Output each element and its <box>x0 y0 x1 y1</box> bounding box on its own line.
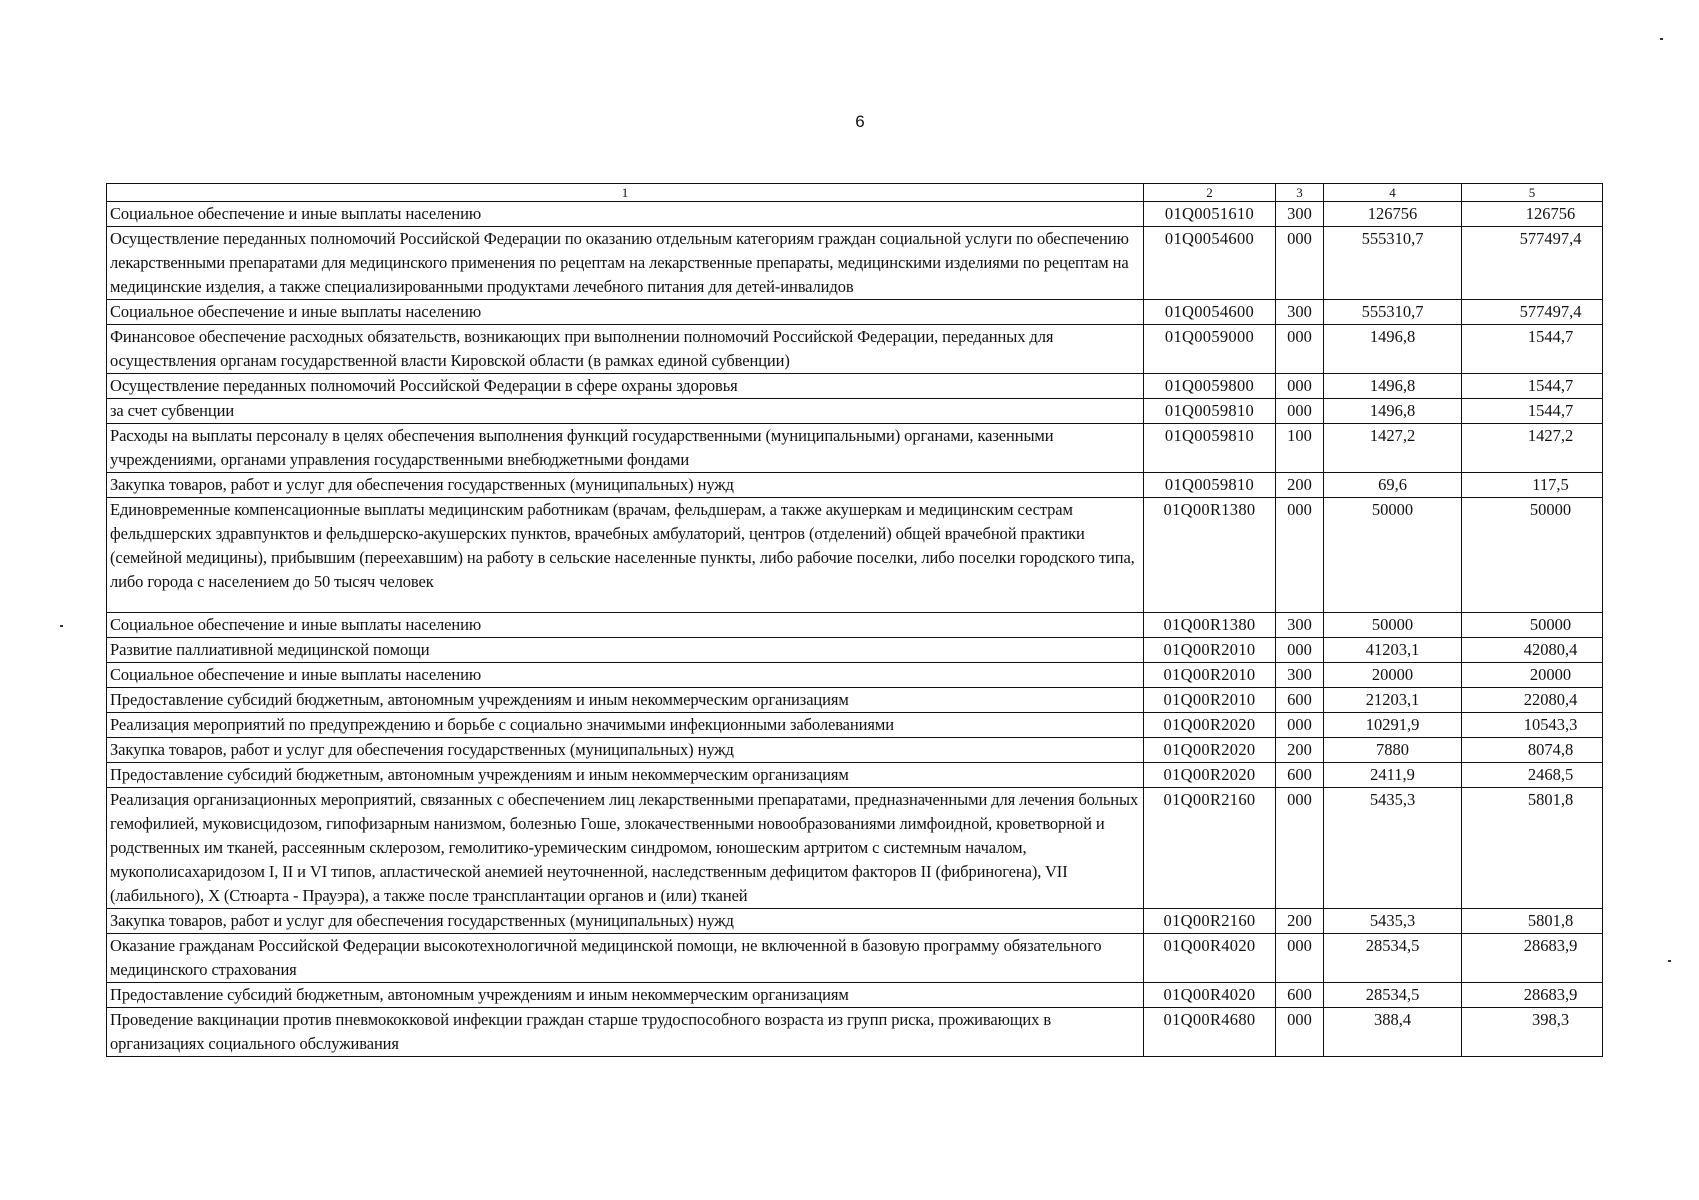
row-value-4-cell: 1496,8 <box>1324 374 1462 399</box>
row-type-cell: 000 <box>1276 1008 1324 1057</box>
row-type-cell: 000 <box>1276 638 1324 663</box>
row-name-cell: Оказание гражданам Российской Федерации высокотехнологичной медицинской помощи, не включенной в базовую программу обязательного медицинского страхования <box>107 934 1144 983</box>
row-type-cell: 000 <box>1276 399 1324 424</box>
row-value-5-cell: 5801,8 <box>1462 788 1603 909</box>
header-col-3: 3 <box>1276 184 1324 202</box>
table-header <box>107 184 1603 202</box>
row-value-5-cell: 42080,4 <box>1462 638 1603 663</box>
row-value-5-cell: 117,5 <box>1462 473 1603 498</box>
row-code-cell: 01Q00R4020 <box>1144 983 1276 1008</box>
row-type-cell: 300 <box>1276 613 1324 638</box>
row-value-4-cell: 41203,1 <box>1324 638 1462 663</box>
row-code-cell: 01Q00R1380 <box>1144 613 1276 638</box>
row-value-5-cell: 577497,4 <box>1462 300 1603 325</box>
row-name-cell: за счет субвенции <box>107 399 1144 424</box>
table-row <box>107 424 1603 473</box>
row-type-cell: 000 <box>1276 788 1324 909</box>
row-type-cell: 300 <box>1276 300 1324 325</box>
header-col-1: 1 <box>107 184 1144 202</box>
row-name-cell: Реализация организационных мероприятий, связанных с обеспечением лиц лекарственными препаратами, предназначенными для лечения больных гемофилией, муковисцидозом, гипофизарным нанизмом, болезнью Гоше, злокачественными новообразованиями лимфоидной, кроветворной и родственных им тканей, рассеянным склерозом, гемолитико-уремическим синдромом, юношеским артритом с системным началом, мукополисахаридозом I, II и VI типов, апластической анемией неуточненной, наследственным дефицитом факторов II (фибриногена), VII (лабильного), X (Стюарта - Прауэра), а также после трансплантации органов и (или) тканей <box>107 788 1144 909</box>
row-value-4-cell: 1427,2 <box>1324 424 1462 473</box>
row-value-4-cell: 50000 <box>1324 613 1462 638</box>
row-code-cell: 01Q00R2020 <box>1144 738 1276 763</box>
row-name-cell: Предоставление субсидий бюджетным, автономным учреждениям и иным некоммерческим организациям <box>107 763 1144 788</box>
scan-speck <box>1660 38 1663 40</box>
row-code-cell: 01Q00R2020 <box>1144 713 1276 738</box>
table-row <box>107 227 1603 300</box>
table-body <box>107 202 1603 1057</box>
row-type-cell: 200 <box>1276 909 1324 934</box>
row-value-4-cell: 5435,3 <box>1324 909 1462 934</box>
row-value-5-cell: 50000 <box>1462 498 1603 613</box>
row-code-cell: 01Q0059810 <box>1144 473 1276 498</box>
table-row <box>107 663 1603 688</box>
table-row <box>107 713 1603 738</box>
row-value-5-cell: 1544,7 <box>1462 325 1603 374</box>
row-value-4-cell: 555310,7 <box>1324 227 1462 300</box>
row-value-5-cell: 28683,9 <box>1462 983 1603 1008</box>
row-name-cell: Закупка товаров, работ и услуг для обеспечения государственных (муниципальных) нужд <box>107 473 1144 498</box>
row-name-cell: Социальное обеспечение и иные выплаты населению <box>107 663 1144 688</box>
row-code-cell: 01Q00R2160 <box>1144 909 1276 934</box>
row-type-cell: 000 <box>1276 498 1324 613</box>
table-row <box>107 688 1603 713</box>
table-row <box>107 300 1603 325</box>
page-number: 6 <box>855 112 865 131</box>
table-row <box>107 638 1603 663</box>
header-col-2: 2 <box>1144 184 1276 202</box>
row-type-cell: 000 <box>1276 934 1324 983</box>
row-value-4-cell: 1496,8 <box>1324 399 1462 424</box>
row-code-cell: 01Q00R4020 <box>1144 934 1276 983</box>
row-code-cell: 01Q0059000 <box>1144 325 1276 374</box>
row-name-cell: Предоставление субсидий бюджетным, автономным учреждениям и иным некоммерческим организациям <box>107 983 1144 1008</box>
row-name-cell: Развитие паллиативной медицинской помощи <box>107 638 1144 663</box>
row-value-4-cell: 10291,9 <box>1324 713 1462 738</box>
row-name-cell: Расходы на выплаты персоналу в целях обеспечения выполнения функций государственными (муниципальными) органами, казенными учреждениями, органами управления государственными внебюджетными фондами <box>107 424 1144 473</box>
row-value-4-cell: 7880 <box>1324 738 1462 763</box>
row-value-4-cell: 2411,9 <box>1324 763 1462 788</box>
row-type-cell: 000 <box>1276 713 1324 738</box>
row-code-cell: 01Q00R1380 <box>1144 498 1276 613</box>
row-code-cell: 01Q00R2010 <box>1144 663 1276 688</box>
row-type-cell: 000 <box>1276 325 1324 374</box>
row-type-cell: 600 <box>1276 763 1324 788</box>
table-row <box>107 909 1603 934</box>
table-row <box>107 788 1603 909</box>
row-value-5-cell: 1544,7 <box>1462 399 1603 424</box>
row-value-5-cell: 28683,9 <box>1462 934 1603 983</box>
header-col-4: 4 <box>1324 184 1462 202</box>
row-type-cell: 000 <box>1276 227 1324 300</box>
scan-speck <box>60 625 63 627</box>
row-name-cell: Осуществление переданных полномочий Российской Федерации по оказанию отдельным категориям граждан социальной услуги по обеспечению лекарственными препаратами для медицинского применения по рецептам на лекарственные препараты, медицинскими изделиями по рецептам на медицинские изделия, а также специализированными продуктами лечебного питания для детей-инвалидов <box>107 227 1144 300</box>
row-value-4-cell: 50000 <box>1324 498 1462 613</box>
row-value-5-cell: 50000 <box>1462 613 1603 638</box>
row-value-5-cell: 8074,8 <box>1462 738 1603 763</box>
row-value-5-cell: 22080,4 <box>1462 688 1603 713</box>
row-value-5-cell: 1427,2 <box>1462 424 1603 473</box>
row-value-4-cell: 20000 <box>1324 663 1462 688</box>
row-name-cell: Осуществление переданных полномочий Российской Федерации в сфере охраны здоровья <box>107 374 1144 399</box>
row-type-cell: 200 <box>1276 738 1324 763</box>
row-type-cell: 000 <box>1276 374 1324 399</box>
row-code-cell: 01Q00R2010 <box>1144 688 1276 713</box>
row-name-cell: Закупка товаров, работ и услуг для обеспечения государственных (муниципальных) нужд <box>107 909 1144 934</box>
table-row <box>107 498 1603 613</box>
table-row <box>107 1008 1603 1057</box>
row-name-cell: Закупка товаров, работ и услуг для обеспечения государственных (муниципальных) нужд <box>107 738 1144 763</box>
row-value-4-cell: 28534,5 <box>1324 934 1462 983</box>
row-name-cell: Реализация мероприятий по предупреждению и борьбе с социально значимыми инфекционными заболеваниями <box>107 713 1144 738</box>
row-code-cell: 01Q00R2010 <box>1144 638 1276 663</box>
row-type-cell: 200 <box>1276 473 1324 498</box>
row-code-cell: 01Q0059810 <box>1144 399 1276 424</box>
table-row <box>107 613 1603 638</box>
table-row <box>107 983 1603 1008</box>
row-value-5-cell: 398,3 <box>1462 1008 1603 1057</box>
row-value-4-cell: 126756 <box>1324 202 1462 227</box>
header-col-5: 5 <box>1462 184 1603 202</box>
row-value-4-cell: 5435,3 <box>1324 788 1462 909</box>
row-value-4-cell: 1496,8 <box>1324 325 1462 374</box>
table-row <box>107 399 1603 424</box>
row-type-cell: 600 <box>1276 983 1324 1008</box>
row-type-cell: 100 <box>1276 424 1324 473</box>
row-code-cell: 01Q00R4680 <box>1144 1008 1276 1057</box>
table-row <box>107 374 1603 399</box>
row-name-cell: Предоставление субсидий бюджетным, автономным учреждениям и иным некоммерческим организациям <box>107 688 1144 713</box>
table-row <box>107 325 1603 374</box>
budget-table <box>106 183 1603 1057</box>
row-type-cell: 300 <box>1276 663 1324 688</box>
row-value-4-cell: 555310,7 <box>1324 300 1462 325</box>
row-value-4-cell: 21203,1 <box>1324 688 1462 713</box>
table-row <box>107 763 1603 788</box>
row-value-4-cell: 388,4 <box>1324 1008 1462 1057</box>
row-name-cell: Социальное обеспечение и иные выплаты населению <box>107 613 1144 638</box>
row-value-5-cell: 2468,5 <box>1462 763 1603 788</box>
row-name-cell: Социальное обеспечение и иные выплаты населению <box>107 300 1144 325</box>
header-row <box>107 184 1603 202</box>
row-type-cell: 300 <box>1276 202 1324 227</box>
table-row <box>107 738 1603 763</box>
row-code-cell: 01Q00R2160 <box>1144 788 1276 909</box>
row-code-cell: 01Q0054600 <box>1144 227 1276 300</box>
row-value-5-cell: 10543,3 <box>1462 713 1603 738</box>
row-type-cell: 600 <box>1276 688 1324 713</box>
table-row <box>107 473 1603 498</box>
row-value-4-cell: 28534,5 <box>1324 983 1462 1008</box>
row-name-cell: Социальное обеспечение и иные выплаты населению <box>107 202 1144 227</box>
row-name-cell: Проведение вакцинации против пневмококковой инфекции граждан старше трудоспособного возраста из групп риска, проживающих в организациях социального обслуживания <box>107 1008 1144 1057</box>
row-code-cell: 01Q00R2020 <box>1144 763 1276 788</box>
row-value-5-cell: 1544,7 <box>1462 374 1603 399</box>
row-code-cell: 01Q0051610 <box>1144 202 1276 227</box>
table-row <box>107 934 1603 983</box>
row-value-5-cell: 126756 <box>1462 202 1603 227</box>
table-row <box>107 202 1603 227</box>
row-code-cell: 01Q0059810 <box>1144 424 1276 473</box>
row-value-4-cell: 69,6 <box>1324 473 1462 498</box>
row-value-5-cell: 577497,4 <box>1462 227 1603 300</box>
row-code-cell: 01Q0054600 <box>1144 300 1276 325</box>
scan-speck <box>1668 960 1671 962</box>
row-value-5-cell: 20000 <box>1462 663 1603 688</box>
row-code-cell: 01Q0059800 <box>1144 374 1276 399</box>
row-name-cell: Единовременные компенсационные выплаты медицинским работникам (врачам, фельдшерам, а также акушеркам и медицинским сестрам фельдшерских здравпунктов и фельдшерско-акушерских пунктов, врачебных амбулаторий, центров (отделений) общей врачебной практики (семейной медицины), прибывшим (переехавшим) на работу в сельские населенные пункты, либо рабочие поселки, либо поселки городского типа, либо города с населением до 50 тысяч человек <box>107 498 1144 613</box>
row-value-5-cell: 5801,8 <box>1462 909 1603 934</box>
row-name-cell: Финансовое обеспечение расходных обязательств, возникающих при выполнении полномочий Российской Федерации, переданных для осуществления органам государственной власти Кировской области (в рамках единой субвенции) <box>107 325 1144 374</box>
